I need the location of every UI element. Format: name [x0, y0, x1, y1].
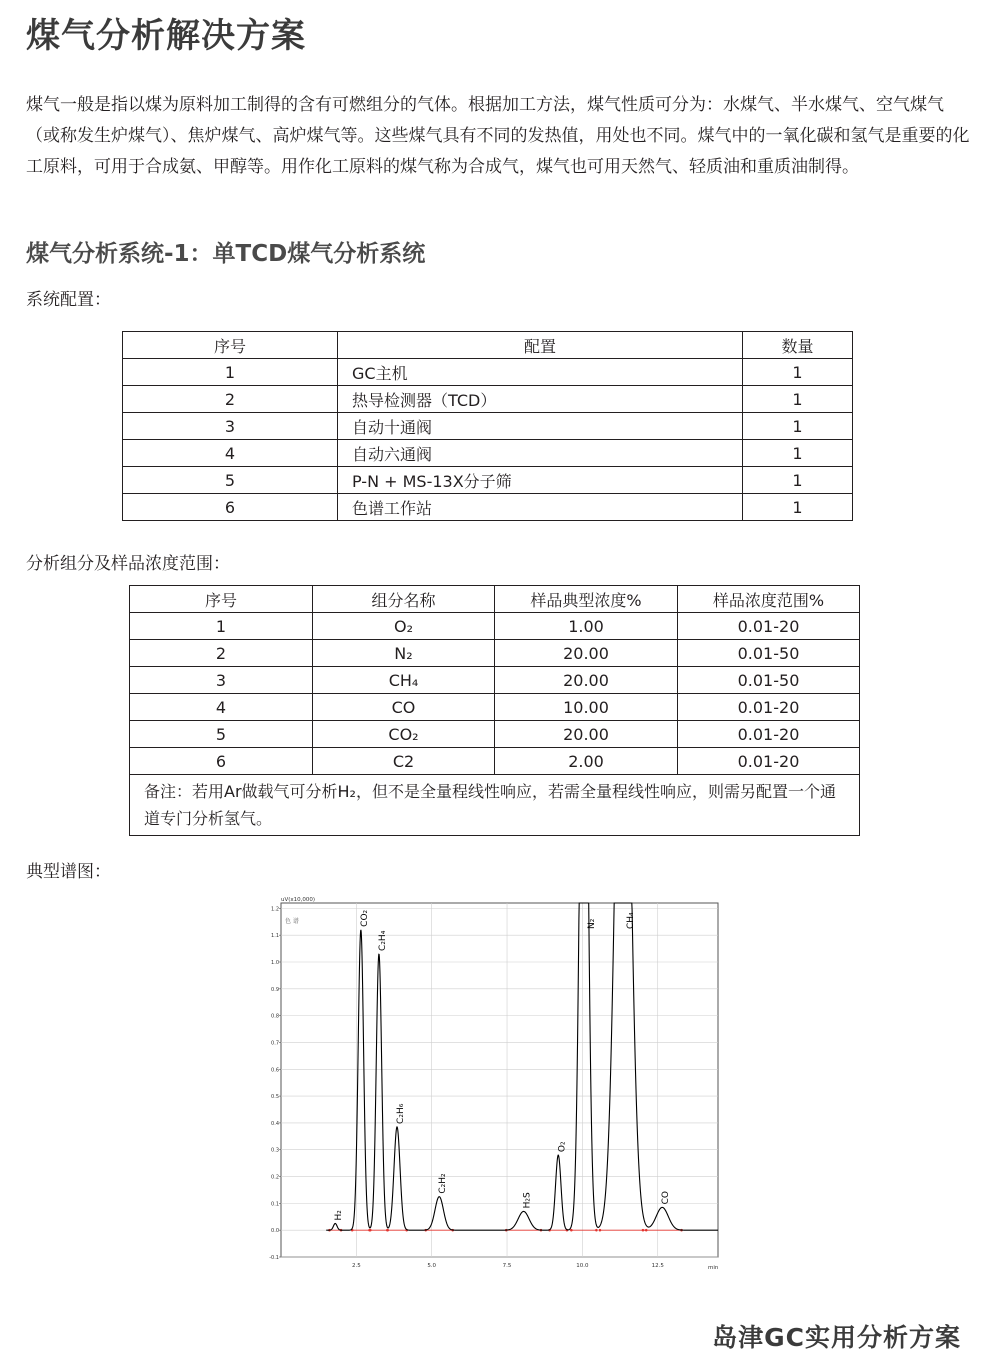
components-header-name: 组分名称 [313, 586, 495, 613]
peak-start-marker [642, 1229, 645, 1232]
component-cell-index: 5 [130, 721, 313, 748]
y-tick-label: 0.6 [271, 1067, 279, 1074]
component-cell-name: N₂ [313, 640, 495, 667]
y-tick-label: 0.7 [271, 1040, 279, 1047]
y-axis-label: uV(x10,000) [281, 897, 316, 903]
detector-label: 色 谱 [285, 918, 299, 925]
config-cell-qty: 1 [743, 359, 853, 386]
components-header-range: 样品浓度范围% [678, 586, 860, 613]
peak-start-marker [599, 1229, 602, 1232]
x-tick-label: 12.5 [651, 1263, 664, 1269]
component-cell-typical: 1.00 [495, 613, 678, 640]
components-header-row [130, 586, 860, 613]
peak-label: N₂ [586, 918, 597, 929]
config-cell-qty: 1 [743, 386, 853, 413]
config-cell-qty: 1 [743, 413, 853, 440]
peak-start-marker [369, 1229, 372, 1232]
x-tick-label: 7.5 [502, 1263, 512, 1269]
config-cell-item: GC主机 [338, 359, 743, 386]
component-cell-index: 1 [130, 613, 313, 640]
components-label: 分析组分及样品浓度范围： [26, 554, 230, 574]
y-tick-label: 0.5 [271, 1094, 279, 1101]
table-row [123, 386, 853, 413]
table-row [130, 667, 860, 694]
table-row [130, 721, 860, 748]
component-cell-index: 4 [130, 694, 313, 721]
config-header-row [123, 332, 853, 359]
component-cell-index: 6 [130, 748, 313, 775]
config-cell-item: 热导检测器（TCD） [338, 386, 743, 413]
y-tick-label: 0.3 [271, 1147, 279, 1154]
component-cell-name: CO₂ [313, 721, 495, 748]
peak-start-marker [386, 1229, 389, 1232]
y-tick-label: 1.1 [271, 933, 279, 940]
table-row [123, 413, 853, 440]
y-tick-label: 1.2 [271, 906, 279, 913]
peak-label: H₂ [334, 1210, 345, 1221]
table-row [130, 748, 860, 775]
chromatogram-chart [268, 892, 728, 1277]
components-note: 备注：若用Ar做载气可分析H₂，但不是全量程线性响应，若需全量程线性响应，则需另配置一个通道专门分析氢气。 [130, 775, 860, 836]
config-cell-index: 2 [123, 386, 338, 413]
config-cell-qty: 1 [743, 440, 853, 467]
y-tick-label: 0.9 [271, 986, 279, 993]
plot-frame [281, 903, 718, 1257]
component-cell-range: 0.01-20 [678, 613, 860, 640]
component-cell-name: C2 [313, 748, 495, 775]
component-cell-name: CO [313, 694, 495, 721]
peak-label: C₂H₂ [438, 1173, 449, 1194]
y-tick-label: 1.0 [271, 960, 279, 966]
config-cell-item: 自动六通阀 [338, 440, 743, 467]
config-cell-qty: 1 [743, 467, 853, 494]
y-tick-label: -0.1 [269, 1255, 279, 1261]
page-title: 煤气分析解决方案 [26, 16, 306, 56]
note-row [130, 775, 860, 836]
x-tick-label: 10.0 [576, 1263, 589, 1269]
component-cell-index: 2 [130, 640, 313, 667]
peak-label: CO₂ [359, 909, 370, 927]
component-cell-index: 3 [130, 667, 313, 694]
peak-label: CH₄ [626, 912, 637, 929]
config-cell-index: 5 [123, 467, 338, 494]
x-tick-label: 5.0 [427, 1263, 437, 1269]
config-header-qty: 数量 [743, 332, 853, 359]
config-table [122, 331, 853, 521]
chromatogram-label: 典型谱图： [26, 862, 111, 882]
config-cell-item: P-N + MS-13X分子筛 [338, 467, 743, 494]
component-cell-name: CH₄ [313, 667, 495, 694]
y-tick-label: 0.4 [271, 1120, 279, 1127]
config-cell-index: 6 [123, 494, 338, 521]
y-tick-label: 0.8 [271, 1013, 279, 1020]
components-header-index: 序号 [130, 586, 313, 613]
component-cell-range: 0.01-20 [678, 748, 860, 775]
table-row [130, 613, 860, 640]
config-header-item: 配置 [338, 332, 743, 359]
config-cell-qty: 1 [743, 494, 853, 521]
peak-label: C₂H₆ [396, 1103, 407, 1124]
x-axis-label: min [708, 1265, 719, 1271]
x-tick-label: 2.5 [351, 1263, 361, 1269]
config-header-index: 序号 [123, 332, 338, 359]
peak-label: H₂S [522, 1192, 533, 1209]
config-cell-index: 4 [123, 440, 338, 467]
component-cell-range: 0.01-20 [678, 721, 860, 748]
footer-brand: 岛津GC实用分析方案 [712, 1323, 961, 1352]
table-row [123, 467, 853, 494]
peak-label: O₂ [557, 1141, 568, 1153]
peak-end-marker [595, 1229, 598, 1232]
component-cell-typical: 10.00 [495, 694, 678, 721]
component-cell-name: O₂ [313, 613, 495, 640]
component-cell-typical: 20.00 [495, 721, 678, 748]
component-cell-range: 0.01-50 [678, 667, 860, 694]
component-cell-range: 0.01-20 [678, 694, 860, 721]
table-row [130, 640, 860, 667]
intro-paragraph: 煤气一般是指以煤为原料加工制得的含有可燃组分的气体。根据加工方法，煤气性质可分为：水煤气、半水煤气、空气煤气（或称发生炉煤气）、焦炉煤气、高炉煤气等。这些煤气具有不同的发热值，用处也不同。煤气中的一氧化碳和氢气是重要的化工原料，可用于合成氨、甲醇等。用作化工原料的煤气称为合成气，煤气也可用天然气、轻质油和重质油制得。 [26, 95, 970, 177]
component-cell-range: 0.01-50 [678, 640, 860, 667]
config-cell-item: 色谱工作站 [338, 494, 743, 521]
config-label: 系统配置： [26, 290, 111, 310]
table-row [123, 494, 853, 521]
peak-start-marker [570, 1229, 573, 1232]
table-row [123, 359, 853, 386]
component-cell-typical: 2.00 [495, 748, 678, 775]
y-tick-label: 0.1 [271, 1201, 279, 1208]
components-header-typical: 样品典型浓度% [495, 586, 678, 613]
y-tick-label: 0.0 [271, 1228, 279, 1235]
section-title: 煤气分析系统-1：单TCD煤气分析系统 [26, 241, 426, 267]
table-row [123, 440, 853, 467]
config-cell-index: 1 [123, 359, 338, 386]
y-tick-label: 0.2 [271, 1174, 279, 1181]
component-cell-typical: 20.00 [495, 640, 678, 667]
table-row [130, 694, 860, 721]
component-cell-typical: 20.00 [495, 667, 678, 694]
config-cell-item: 自动十通阀 [338, 413, 743, 440]
peak-label: C₂H₄ [377, 930, 388, 951]
peak-label: CO [661, 1191, 672, 1205]
config-cell-index: 3 [123, 413, 338, 440]
components-table [129, 585, 860, 836]
